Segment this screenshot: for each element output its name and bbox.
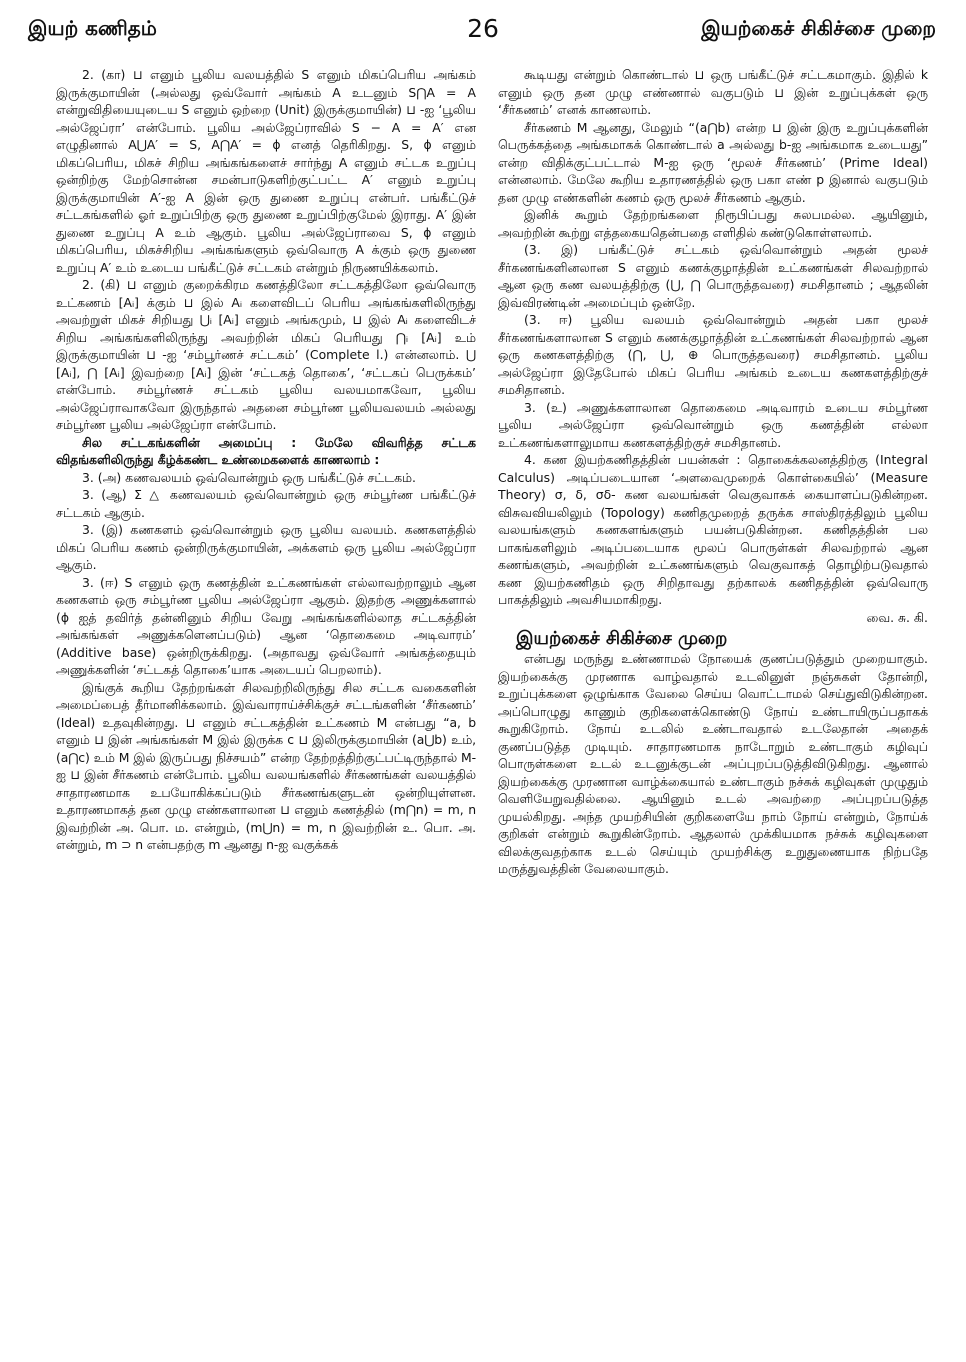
paragraph-3a: 3. (அ) கணவலயம் ஒவ்வொன்றும் ஒரு பங்கீட்டுச் சட்டகம். [82,469,416,485]
page-number: 26 [467,14,499,43]
header-left-title: இயற் கணிதம் [28,16,157,40]
paragraph-prime-ideal: சீர்கணம் M ஆனது, மேலும் “(a⋂b) என்ற ⊔ இன் இரு உறுப்புக்களின் பெருக்கத்தை அங்கமாகக் கொண்டால் a அல்லது b-ஐ அங்கமாக உடையது” என்ற விதிக்குட்பட்டால் M-ஐ ஒரு ‘மூலச் சீர்கணம்’ (Prime Ideal) என்னலாம். மேலே கூறிய உதாரணத்தில் ஒரு பகா எண் p இனால் வகுபடும் தன முழு எண்களின் கணம் ஒரு மூலச் சீர்கணம் ஆகும். [498,119,928,205]
paragraph-3ii-boolean: (3. ஈ) பூலிய வலயம் ஒவ்வொன்றும் அதன் பகா மூலச் சீர்கணங்களாலான S எனும் கணக்குழாத்தின் உட்கணங்கள் சிலவற்றால் ஆன ஒரு கணகளத்திற்கு (⋂, ⋃, ⊕ பொருத்தவரை) சமசிதானம். பூலிய அல்ஜேப்ரா இதேபோல் மிகப் பெரிய அங்கம் உடைய கணகளத்திற்குச் சமசிதானம். [498,312,928,397]
paragraph-lattice-structure: சில சட்டகங்களின் அமைப்பு : மேலே விவரித்த சட்டக விதங்களிலிருந்து கீழ்க்கண்ட உண்மைகளைக் காணலாம் : [56,434,476,467]
author-initials: வை. சு. கி. [866,609,928,625]
paragraph-ideal-continued: கூடியது என்றும் கொண்டால் ⊔ ஒரு பங்கீட்டுச் சட்டகமாகும். இதில் k எனும் ஒரு தன முழு எண்ணால் வகுபடும் ⊔ இன் உறுப்புக்கள் ஒரு ‘சீர்கணம்’ எனக் காணலாம். [498,67,928,117]
right-column [498,66,928,1356]
paragraph-applications: 4. கண இயற்கணிதத்தின் பயன்கள் : தொகைக்கலனத்திற்கு (Integral Calculus) அடிப்படையான ‘அளவைமுறைக் கொள்கையில்’ (Measure Theory) σ, δ, σδ- கண வலயங்கள் வெகுவாகக் கையாளப்படுகின்றன. விசுவவியலிலும் (Topology) கணிதமுறைத் தருக்க சாஸ்திரத்திலும் பூலிய வலயங்களும் கணகளங்களும் பயன்படுகின்றன. கணிதத்தின் பல பாகங்களிலும் அடிப்படையாக மூலப் பொருள்கள் சிலவற்றால் ஆன கணங்களும், அவற்றின் உட்கணங்களும் வெகுவாகத் தொழிற்படுவதால் கண இயற்கணிதம் ஒரு சிறிதாவது தற்காலக் கணிதத்தின் ஒவ்வொரு பாகத்திலும் அவசியமாகிறது. [498,452,928,607]
paragraph-3i-distributive: (3. இ) பங்கீட்டுச் சட்டகம் ஒவ்வொன்றும் அதன் மூலச் சீர்கணங்களினலான S எனும் கணக்குழாத்தின் உட்கணங்கள் சிலவற்றால் ஆன ஒரு கண வலயத்திற்கு (⋃, ⋂ பொருத்தவரை) சமசிதானம் ; ஆதலின் இவ்விரண்டின் அமைப்பும் ஒன்றே. [498,242,928,310]
paragraph-3i: 3. (இ) கணகளம் ஒவ்வொன்றும் ஒரு பூலிய வலயம். கணகளத்தில் மிகப் பெரிய கணம் ஒன்றிருக்குமாயின், அக்களம் ஒரு பூலிய அல்ஜேப்ரா ஆகும். [56,522,476,572]
paragraph-3aa: 3. (ஆ) Σ △ கணவலயம் ஒவ்வொன்றும் ஒரு சம்பூர்ண பங்கீட்டுச் சட்டகம் ஆகும். [56,487,476,520]
running-header [0,0,966,54]
paragraph-3u-complete: 3. (உ) அணுக்களாலான தொகைமை அடிவாரம் உடைய சம்பூர்ண பூலிய அல்ஜேப்ரா ஒவ்வொன்றும் ஒரு கணத்தின் எல்லா உட்கணங்களாலுமாய கணகளத்திற்குச் சமசிதானம். [498,399,928,450]
paragraph-3ii: 3. (ஈ) S எனும் ஒரு கணத்தின் உட்கணங்கள் எல்லாவற்றாலும் ஆன கணகளம் ஒரு சம்பூர்ண பூலிய அல்ஜேப்ரா ஆகும். இதற்கு அணுக்களால் (ϕ ஐத் தவிர்த் தன்னினும் சிறிய வேறு அங்கங்களில்லாத சட்டகத்தின் அங்கங்கள் அணுக்களெனப்படும்) ஆன ‘தொகைமை அடிவாரம்’ (Additive base) ஒன்றிருக்கிறது. (அதாவது ஒவ்வோர் அங்கத்தையும் அணுக்களின் ‘சட்டகத் தொகை’யாக அடையப் பெறலாம்). [56,574,476,677]
paragraph-boolean-ring: 2. (கா) ⊔ எனும் பூலிய வலயத்தில் S எனும் மிகப்பெரிய அங்கம் இருக்குமாயின் (அல்லது ஒவ்வோர் அங்கம் A உடனும் S⋂A = A என்றுவிதியையுடைய S எனும் ஒற்றை (Unit) இருக்குமாயின்) ⊔ -ஐ ‘பூலிய அல்ஜேப்ரா’ என்போம். பூலிய அல்ஜேப்ராவில் S − A = A′ என எழுதினால் A⋃A′ = S, A⋂A′ = ϕ எனத் தெரிகிறது. S, ϕ எனும் மிகப்பெரிய, மிகச் சிறிய அங்கங்களைச் சார்ந்து A எனும் சட்டக உறுப்பு ஒன்றிற்கு மேற்சொன்ன சமன்பாடுகளிற்குட்பட்ட A′ எனும் உறுப்பு இருக்குமாயின் A′-ஐ A இன் ஒரு துணை உறுப்பு என்பர். பங்கீட்டுச் சட்டகங்களில் ஓர் உறுப்பிற்கு ஒரு துணை உறுப்பிற்குமேல் இராது. A′ இன் துணை உறுப்பு A உம் ஆகும். பூலிய அல்ஜேப்ராவை S, ϕ எனும் மிகப்பெரிய, மிகச்சிறிய அங்கங்களும் ஒவ்வொரு A க்கும் ஒரு துணை உறுப்பு A′ உம் உடைய பங்கீட்டுச் சட்டகம் என்றும் நிருணயிக்கலாம். [56,67,476,275]
paragraph-complete-lattice: 2. (கி) ⊔ எனும் குறைக்கிரம கணத்திலோ சட்டகத்திலோ ஒவ்வொரு உட்கணம் [Aᵢ] க்கும் ⊔ இல் Aᵢ களைவிடப் பெரிய அங்கங்களிலிருந்து அவற்றுள் மிகச் சிறியது ⋃ᵢ [Aᵢ] எனும் அங்கமும், ⊔ இல் Aᵢ களைவிடச் சிறிய அங்கங்களிலிருந்து அவற்றின் மிகப் பெரியது ⋂ᵢ [Aᵢ] உம் இருக்குமாயின் ⊔ -ஐ ‘சம்பூர்ணச் சட்டகம்’ (Complete l.) என்னலாம். ⋃ [Aᵢ], ⋂ [Aᵢ] இவற்றை [Aᵢ] இன் ‘சட்டகத் தொகை’, ‘சட்டகப் பெருக்கம்’ என்போம். சம்பூர்ணச் சட்டகம் பூலிய வலயமாகவோ, பூலிய அல்ஜேப்ராவாகவோ இருந்தால் அதனை சம்பூர்ண பூலியவலயம் அல்லது சம்பூர்ண பூலிய அல்ஜேப்ரா என்போம். [56,277,476,432]
header-right-title: இயற்கைச் சிகிச்சை முறை [701,16,936,40]
paragraph-ideals: இங்குக் கூறிய தேற்றங்கள் சிலவற்றிலிருந்து சில சட்டக வகைகளின் அமைப்பைத் தீர்மானிக்கலாம். இவ்வாராய்ச்சிக்குச் சட்டங்களின் ‘சீர்கணம்’ (Ideal) உதவுகின்றது. ⊔ எனும் சட்டகத்தின் உட்கணம் M என்பது “a, b எனும் ⊔ இன் அங்கங்கள் M இல் இருக்க c ⊔ இலிருக்குமாயின் (a⋃b) உம், (a⋂c) உம் M இல் இருப்பது நிச்சயம்” என்ற தேற்றத்திற்குட்பட்டிருந்தால் M-ஐ ⊔ இன் சீர்கணம் என்போம். பூலிய வலயங்களில் சீர்கணங்கள் வலயத்தில் சாதாரணமாக உபயோகிக்கப்படும் சீர்கணங்களுடன் ஒன்றியுள்ளன. உதாரணமாகத் தன முழு எண்களாலான ⊔ எனும் கணத்தில் (m⋂n) = m, n இவற்றின் அ. பொ. ம. என்றும், (m⋃n) = m, n இவற்றின் உ. பொ. அ. என்றும், m ⊃ n என்பதற்கு m ஆனது n-ஐ வகுக்கக் [56,679,476,852]
paragraph-theorems-intro: இனிக் கூறும் தேற்றங்களை நிரூபிப்பது சுலபமல்ல. ஆயினும், அவற்றின் கூற்று எத்தகையதென்பதை எளிதில் கண்டுகொள்ளலாம். [498,207,928,240]
section-heading-naturopathy: இயற்கைச் சிகிச்சை முறை [516,628,728,649]
left-column [56,66,476,1356]
paragraph-naturopathy: என்பது மருந்து உண்ணாமல் நோயைக் குணப்படுத்தும் முறையாகும். இயற்கைக்கு முரணாக வாழ்வதால் உடலினுள் நஞ்சுகள் தோன்றி, உறுப்புக்களை ஒழுங்காக வேலை செய்ய வொட்டாமல் செய்துவிடுகின்றன. அப்பொழுது காணும் குறிகளைக்கொண்டு நோய் உண்டாயிருப்பதாகக் கூறுகிறோம். நோய் உடலில் உண்டாவதால் உடலேதான் அதைக் குணப்படுத்த முடியும். சாதாரணமாக நாடோறும் உண்டாகும் கழிவுப் பொருள்களை உடல் உடனுக்குடன் அப்புறப்படுத்திவிடுகிறது. ஆனால் இயற்கைக்கு முரணான வாழ்க்கையால் உண்டாகும் நச்சுக் கழிவுகள் முழுதும் வெளியேறுவதில்லை. ஆயினும் உடல் அவற்றை அப்புறப்படுத்த முயல்கிறது. அந்த முயற்சியின் குறிகளையே நாம் நோய் என்றும், நோய்க் குறிகள் என்றும் கூறுகின்றோம். ஆதலால் முக்கியமாக நச்சுக் கழிவுகளை விலக்குவதற்காக உடல் செய்யும் முயற்சிக்கு உறுதுணையாக நிற்பதே மருத்துவத்தின் வேலையாகும். [498,651,928,876]
